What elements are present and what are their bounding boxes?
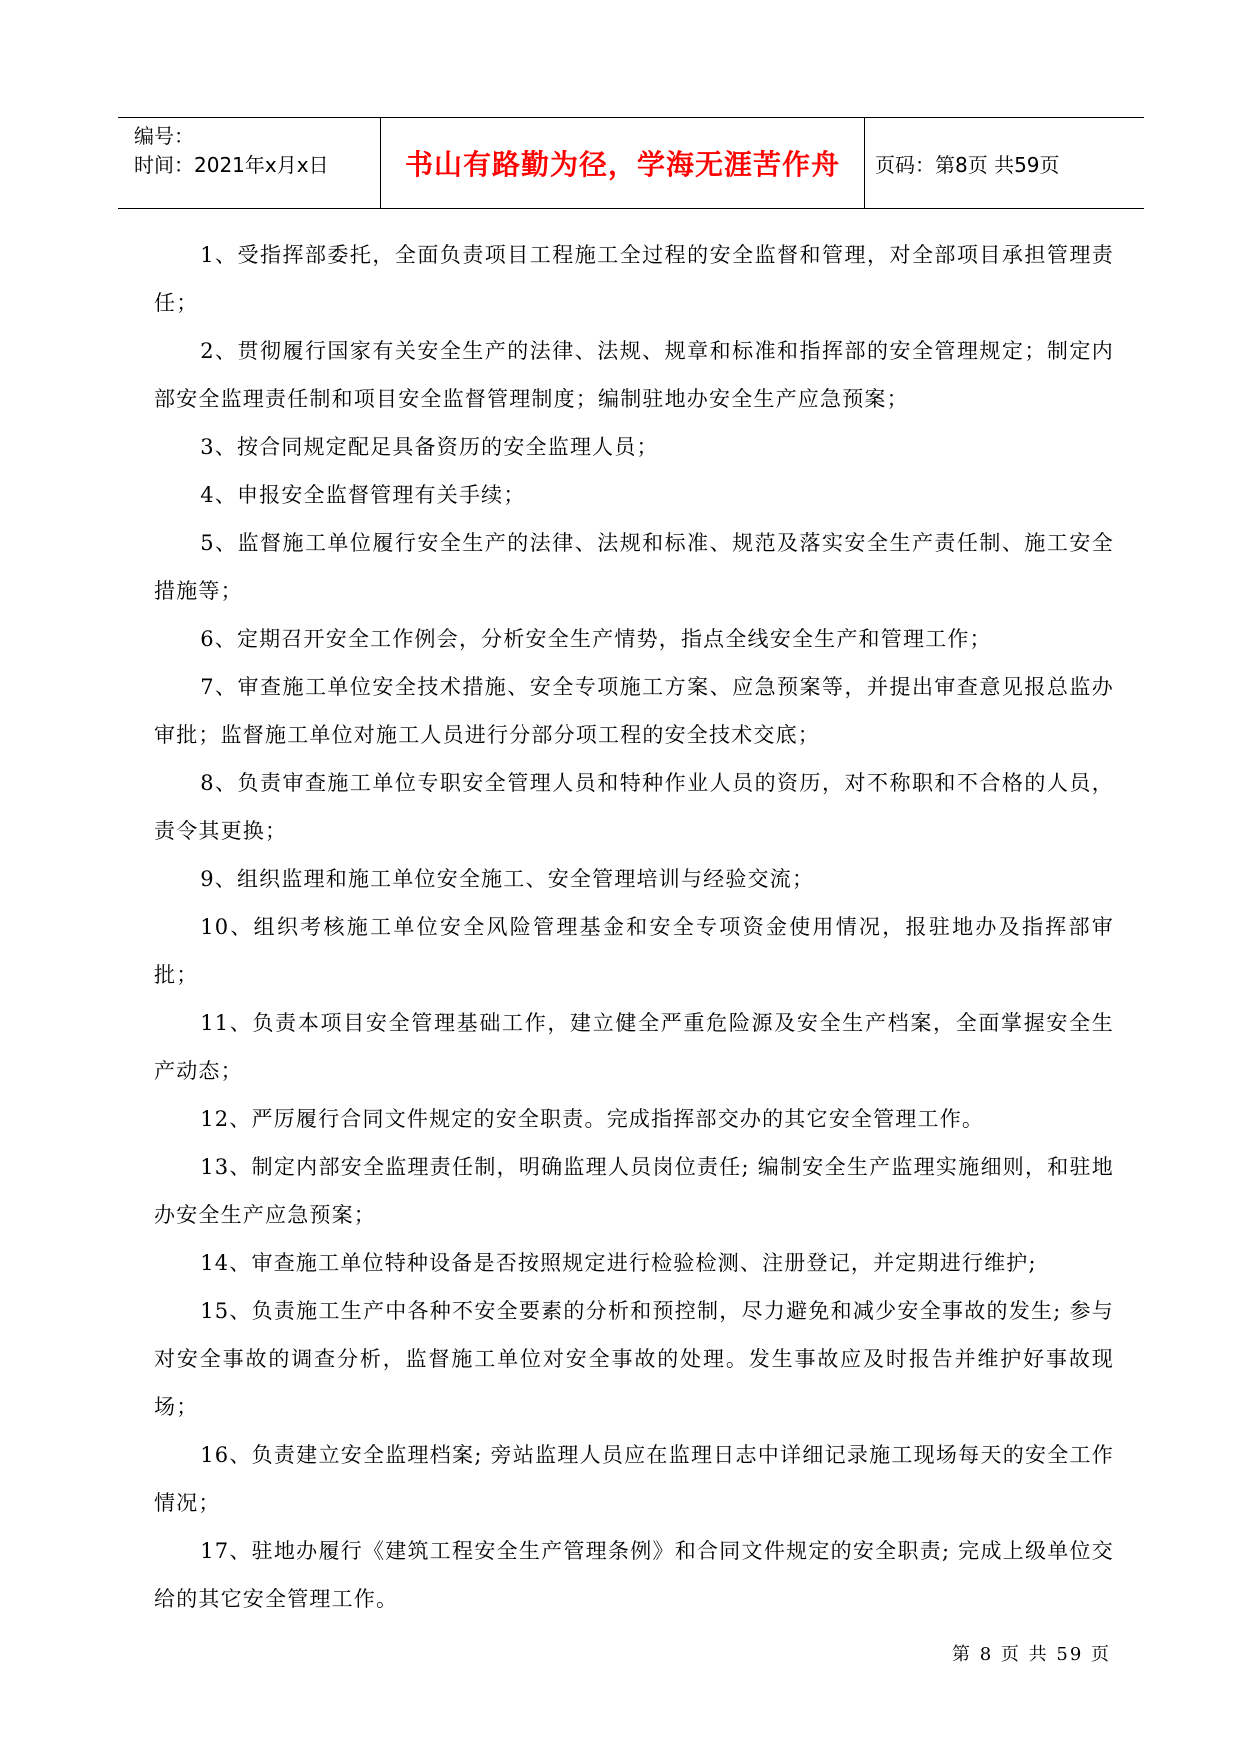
paragraph-17: 17、驻地办履行《建筑工程安全生产管理条例》和合同文件规定的安全职责; 完成上级单位交给的其它安全管理工作。 xyxy=(154,1539,1114,1611)
paragraph-13: 13、制定内部安全监理责任制，明确监理人员岗位责任; 编制安全生产监理实施细则，和驻地办安全生产应急预案； xyxy=(154,1155,1114,1227)
paragraph-3: 3、按合同规定配足具备资历的安全监理人员； xyxy=(200,435,659,459)
document-body xyxy=(154,231,1114,1623)
paragraph-15: 15、负责施工生产中各种不安全要素的分析和预控制，尽力避免和减少安全事故的发生; 参与对安全事故的调查分析，监督施工单位对安全事故的处理。发生事故应及时报告并维护好事故现场； xyxy=(154,1299,1114,1419)
paragraph-11: 11、负责本项目安全管理基础工作，建立健全严重危险源及安全生产档案，全面掌握安全生产动态； xyxy=(154,1011,1114,1083)
paragraph-16: 16、负责建立安全监理档案; 旁站监理人员应在监理日志中详细记录施工现场每天的安全工作情况； xyxy=(154,1443,1114,1515)
paragraph-5: 5、监督施工单位履行安全生产的法律、法规和标准、规范及落实安全生产责任制、施工安全措施等； xyxy=(154,531,1114,603)
header-page-cell xyxy=(865,118,1144,208)
paragraph-7: 7、审查施工单位安全技术措施、安全专项施工方案、应急预案等，并提出审查意见报总监办审批；监督施工单位对施工人员进行分部分项工程的安全技术交底； xyxy=(154,675,1114,747)
paragraph-8: 8、负责审查施工单位专职安全管理人员和特种作业人员的资历，对不称职和不合格的人员，责令其更换； xyxy=(154,771,1114,843)
paragraph-4: 4、申报安全监督管理有关手续； xyxy=(200,483,526,507)
header-meta-cell xyxy=(118,118,381,208)
header-page-label: 页码：第8页 共59页 xyxy=(875,152,1060,177)
header-motto-cell xyxy=(381,118,865,208)
header-motto: 书山有路勤为径，学海无涯苦作舟 xyxy=(404,148,840,181)
paragraph-10: 10、组织考核施工单位安全风险管理基金和安全专项资金使用情况，报驻地办及指挥部审批； xyxy=(154,915,1114,987)
page-footer xyxy=(952,1640,1111,1666)
paragraph-2: 2、贯彻履行国家有关安全生产的法律、法规、规章和标准和指挥部的安全管理规定；制定内部安全监理责任制和项目安全监督管理制度；编制驻地办安全生产应急预案； xyxy=(154,339,1114,411)
time-label: 时间：2021年x月x日 xyxy=(134,153,329,177)
paragraph-6: 6、定期召开安全工作例会，分析安全生产情势，指点全线安全生产和管理工作； xyxy=(200,627,992,651)
paragraph-12: 12、严厉履行合同文件规定的安全职责。完成指挥部交办的其它安全管理工作。 xyxy=(200,1107,985,1131)
number-label: 编号： xyxy=(134,124,194,148)
paragraph-9: 9、组织监理和施工单位安全施工、安全管理培训与经验交流； xyxy=(200,867,815,891)
paragraph-1: 1、受指挥部委托，全面负责项目工程施工全过程的安全监督和管理，对全部项目承担管理责任； xyxy=(154,243,1114,315)
paragraph-14: 14、审查施工单位特种设备是否按照规定进行检验检测、注册登记，并定期进行维护; xyxy=(200,1251,1037,1275)
document-header xyxy=(118,117,1144,209)
footer-page-number: 第 8 页 共 59 页 xyxy=(952,1644,1111,1665)
